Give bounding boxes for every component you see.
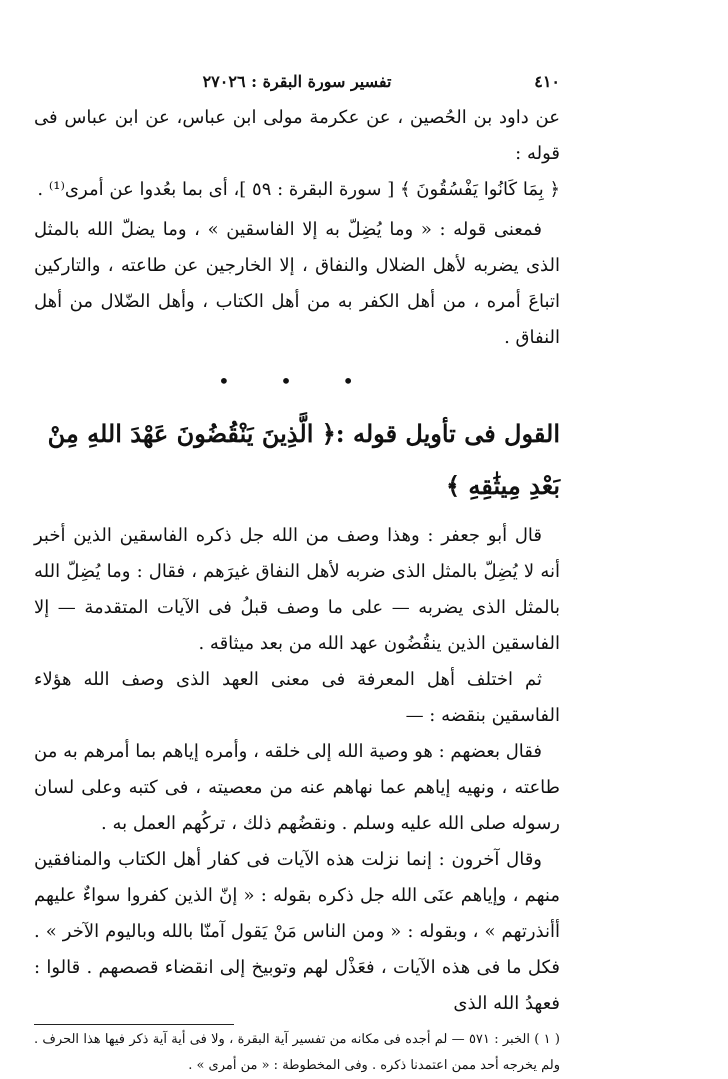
paragraph-first-opinion: فقال بعضهم : هو وصية الله إلى خلقه ، وأمره إياهم بما أمرهم به من طاعته ، ونهيه إياهم عما نهاهم عنه من معصيته ، فى كتبه وعلى لسان رسوله صلى الله عليه وسلم . ونقضُهم ذلك ، تركُهم العمل به . — [34, 741, 560, 834]
section-heading: القول فى تأويل قوله :﴿ الَّذِينَ يَنْقُضُونَ عَهْدَ اللهِ مِنْ بَعْدِ مِيثَٰقِهِ ﴾ — [47, 419, 560, 500]
running-title: تفسير سورة البقرة : ٢٧٠٢٦ — [202, 72, 392, 91]
paragraph-disagreement: ثم اختلف أهل المعرفة فى معنى العهد الذى وصف الله هؤلاء الفاسقين بنقضه : — — [34, 669, 560, 726]
paragraph-intro-line1: عن داود بن الحُصين ، عن عكرمة مولى ابن عباس، عن ابن عباس فى قوله : — [34, 107, 560, 164]
page-number: ٤١٠ — [534, 72, 560, 91]
paragraph-meaning: فمعنى قوله : « وما يُضِلّ به إلا الفاسقين » ، وما يضلّ الله بالمثل الذى يضربه لأهل الضلال والنفاق ، إلا الخارجين عن طاعته ، والتاركين اتباعَ أمره ، من أهل الكفر به من أهل الكتاب ، وأهل الضّلال من أهل النفاق . — [34, 219, 560, 348]
paragraph-intro-verse: ﴿ بِمَا كَانُوا يَفْسُقُونَ ﴾ [ سورة البقرة : ٥٩ ]، أى بما بعُدوا عن أمرى⁽¹⁾ . — [37, 179, 560, 200]
document-page — [34, 72, 560, 1072]
page-header — [34, 72, 560, 100]
section-separator: • • • — [217, 369, 377, 393]
footnote-divider — [34, 1024, 234, 1025]
footnote: ( ١ ) الخبر : ٥٧١ — لم أجده فى مكانه من تفسير آية البقرة ، ولا فى أية آية ذكر فيها هذا الحرف . ولم يخرجه أحد ممن اعتمدنا ذكره . وفى المخطوطة : « من أمرى » . — [34, 1032, 560, 1073]
paragraph-abu-jafar: قال أبو جعفر : وهذا وصف من الله جل ذكره الفاسقين الذين أخبر أنه لا يُضِلّ بالمثل الذى ضربه لأهل النفاق غيرَهم ، فقال : وما يُضِلّ الله بالمثل الذى يضربه — على ما وصف قبلُ فى الآيات المتقدمة — إلا الفاسقين الذين ينقُضُون عهد الله من بعد ميثاقه . — [34, 525, 560, 654]
paragraph-second-opinion: وقال آخرون : إنما نزلت هذه الآيات فى كفار أهل الكتاب والمنافقين منهم ، وإياهم عنَى الله جل ذكره بقوله : « إنّ الذين كفروا سواءٌ عليهم أأنذرتهم » ، وبقوله : « ومن الناس مَنْ يَقول آمنّا بالله وباليوم الآخر » . فكل ما فى هذه الآيات ، فعَذْل لهم وتوبيخ إلى انقضاء قصصهم . قالوا : فعهدُ الله الذى — [34, 849, 560, 1014]
